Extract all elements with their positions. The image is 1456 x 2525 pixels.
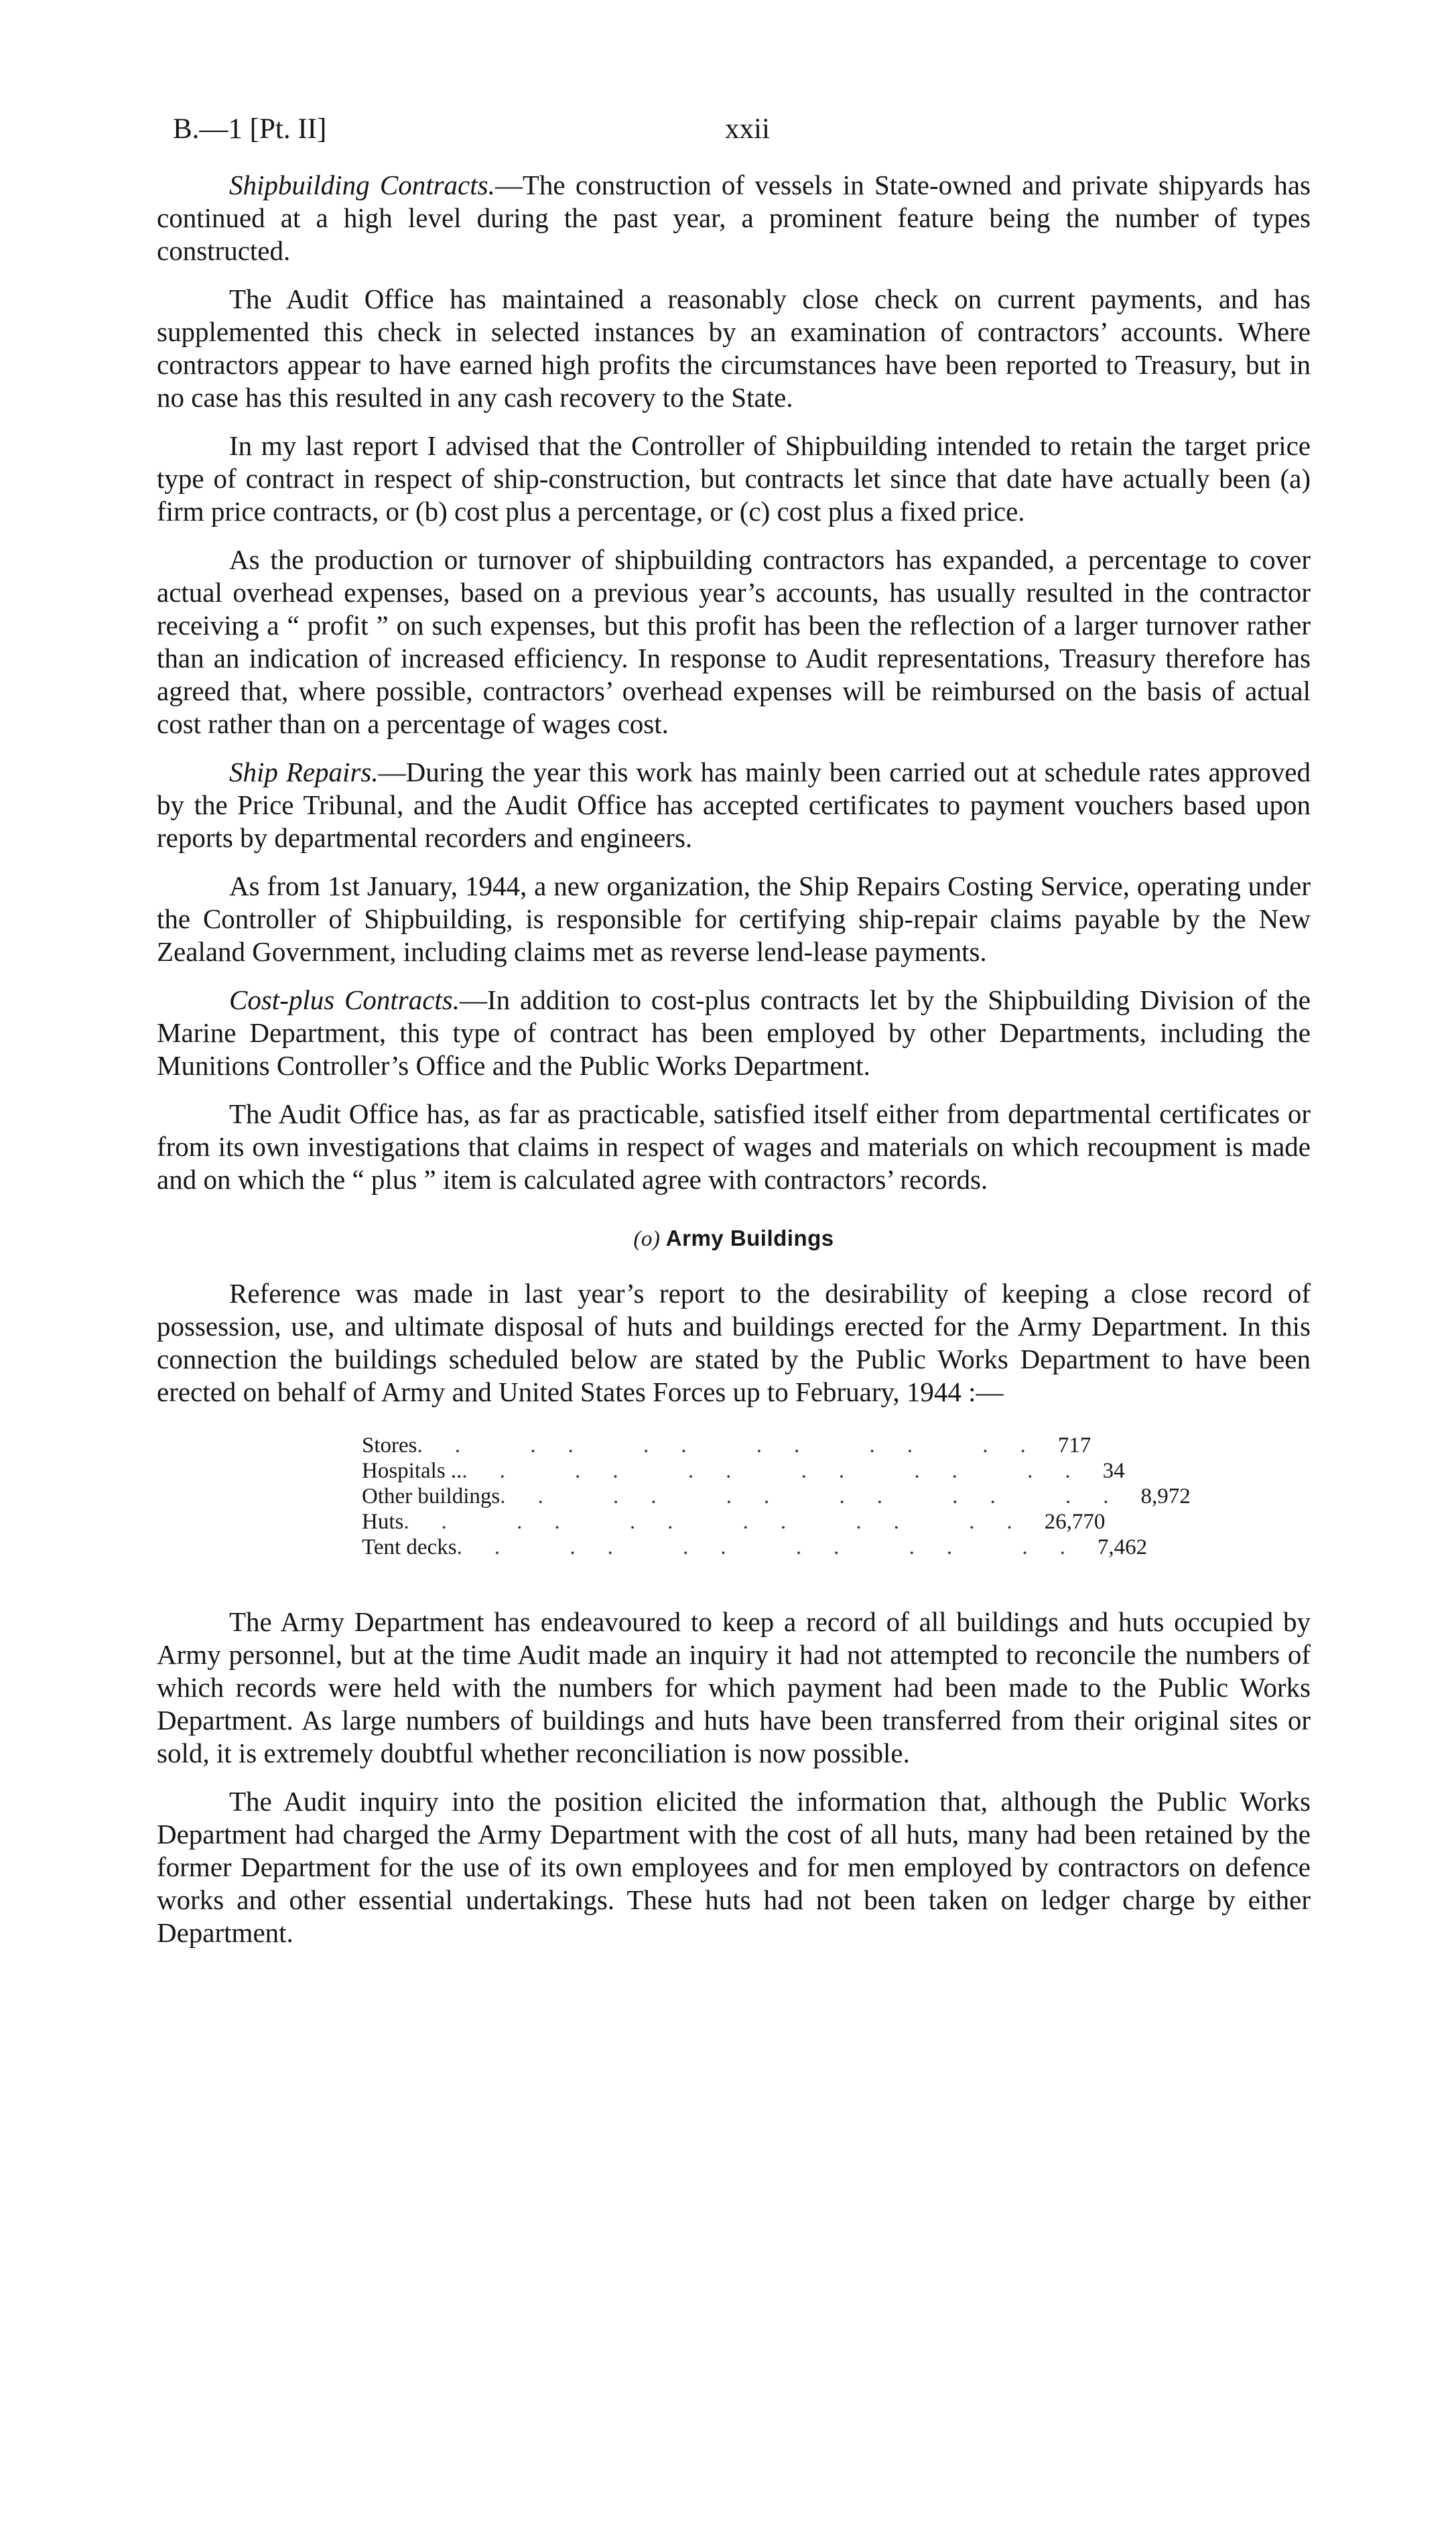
row-label: Hospitals .. — [362, 1459, 462, 1483]
row-label: Other buildings — [362, 1484, 501, 1508]
page-body — [157, 169, 1311, 1949]
paragraph-plus-item — [157, 1098, 1311, 1196]
leader-dots: .. .. .. .. .. .. — [417, 1433, 1058, 1458]
row-value: 7,462 — [1097, 1535, 1148, 1559]
paragraph-text: Reference was made in last year’s report to the desirability of keeping a close record of possession, use, and ultimate disposal of huts and buildings erected for the Army Department. In this connection the buildings scheduled below are stated by the Public Works Department to have been erected on behalf of Army and United States Forces up to February, 1944 :— — [157, 1278, 1311, 1407]
paragraph-costing-service — [157, 870, 1311, 968]
paragraph-text: In my last report I advised that the Controller of Shipbuilding intended to retain the target price type of contract in respect of ship-construction, but contracts let since that date have actually been (a) firm price contracts, or (b) cost plus a percentage, or (c) cost plus a fixed price. — [157, 430, 1311, 527]
paragraph-text: The Audit inquiry into the position elicited the information that, although the Public Works Department had charged the Army Department with the cost of all huts, many had been retained by the former Department for the use of its own employees and for men employed by contractors on defence works and other essential undertakings. These huts had not been taken on ledger charge by either Department. — [157, 1786, 1311, 1948]
table-row — [362, 1484, 1191, 1509]
leader-dots: .. .. .. .. .. .. — [462, 1459, 1103, 1483]
paragraph-text: —In addition to cost-plus contracts let by the Shipbuilding Division of the Marine Department, this type of contract has been employed by other Departments, including the Munitions Controller’s Office and the Public Works Department. — [157, 984, 1311, 1081]
paragraph-army-records — [157, 1606, 1311, 1770]
run-in-heading: Ship Repairs. — [229, 757, 379, 787]
paragraph-ship-repairs — [157, 756, 1311, 854]
row-value: 26,770 — [1044, 1510, 1106, 1534]
leader-dots: .. .. .. .. .. .. — [403, 1510, 1045, 1534]
paragraph-text: The Army Department has endeavoured to keep a record of all buildings and huts occupied by Army personnel, but at the time Audit made an inquiry it had not attempted to reconcile the numbers of which records were held with the numbers for which payment had been made to the Public Works Department. As large numbers of buildings and huts have been transferred from their original sites or sold, it is extremely doubtful whether reconciliation is now possible. — [157, 1606, 1311, 1768]
table-row — [362, 1535, 1148, 1560]
page-number: xxii — [725, 113, 770, 145]
table-row — [362, 1458, 1125, 1484]
row-label: Stores — [362, 1433, 417, 1458]
row-label: Huts — [362, 1510, 404, 1534]
paragraph-target-price — [157, 430, 1311, 528]
paragraph-text: —During the year this work has mainly been carried out at schedule rates approved by the Price Tribunal, and the Audit Office has accepted certificates to payment vouchers based upon reports by departmental recorders and engineers. — [157, 757, 1311, 853]
section-heading — [157, 1222, 1311, 1256]
leader-dots: .. .. .. .. .. .. — [456, 1535, 1098, 1559]
paragraph-audit-inquiry — [157, 1785, 1311, 1949]
row-value: 34 — [1102, 1459, 1125, 1483]
run-in-heading: Cost-plus Contracts. — [229, 984, 460, 1015]
paragraph-text: As the production or turnover of shipbuilding contractors has expanded, a percentage to cover actual overhead expenses, based on a previous year’s accounts, has usually resulted in the contractor receiving a “ profit ” on such expenses, but this profit has been the reflection of a larger turnover rather than an indication of increased efficiency. In response to Audit representations, Treasury therefore has agreed that, where possible, contractors’ overhead expenses will be reimbursed on the basis of actual cost rather than on a percentage of wages cost. — [157, 544, 1311, 739]
table-row — [362, 1433, 1091, 1458]
paragraph-overhead-expenses — [157, 543, 1311, 740]
row-label: Tent decks — [362, 1535, 457, 1559]
section-title: Army Buildings — [665, 1226, 834, 1250]
row-value: 8,972 — [1140, 1484, 1191, 1508]
buildings-table — [362, 1433, 1191, 1560]
paragraph-text: —The construction of vessels in State-owned and private shipyards has continued at a high level during the past year, a prominent feature being the number of types constructed. — [157, 170, 1311, 266]
row-value: 717 — [1057, 1433, 1091, 1458]
section-label: (o) — [633, 1227, 661, 1251]
paragraph-shipbuilding-contracts — [157, 169, 1311, 267]
paragraph-audit-check — [157, 283, 1311, 414]
page-header — [173, 113, 1283, 153]
paragraph-text: As from 1st January, 1944, a new organization, the Ship Repairs Costing Service, operating under the Controller of Shipbuilding, is responsible for certifying ship-repair claims payable by the New Zealand Government, including claims met as reverse lend-lease payments. — [157, 870, 1311, 967]
paragraph-army-buildings — [157, 1277, 1311, 1409]
run-in-heading: Shipbuilding Contracts. — [229, 170, 495, 200]
table-row — [362, 1509, 1106, 1535]
document-reference: B.—1 [Pt. II] — [173, 113, 327, 145]
leader-dots: .. .. .. .. .. .. — [500, 1484, 1141, 1508]
paragraph-cost-plus-contracts — [157, 984, 1311, 1082]
paragraph-text: The Audit Office has, as far as practicable, satisfied itself either from departmental certificates or from its own investigations that claims in respect of wages and materials on which recoupment is made and on which the “ plus ” item is calculated agree with contractors’ records. — [157, 1098, 1311, 1195]
paragraph-text: The Audit Office has maintained a reasonably close check on current payments, and has supplemented this check in selected instances by an examination of contractors’ accounts. Where contractors appear to have earned high profits the circumstances have been reported to Treasury, but in no case has this resulted in any cash recovery to the State. — [157, 283, 1311, 413]
